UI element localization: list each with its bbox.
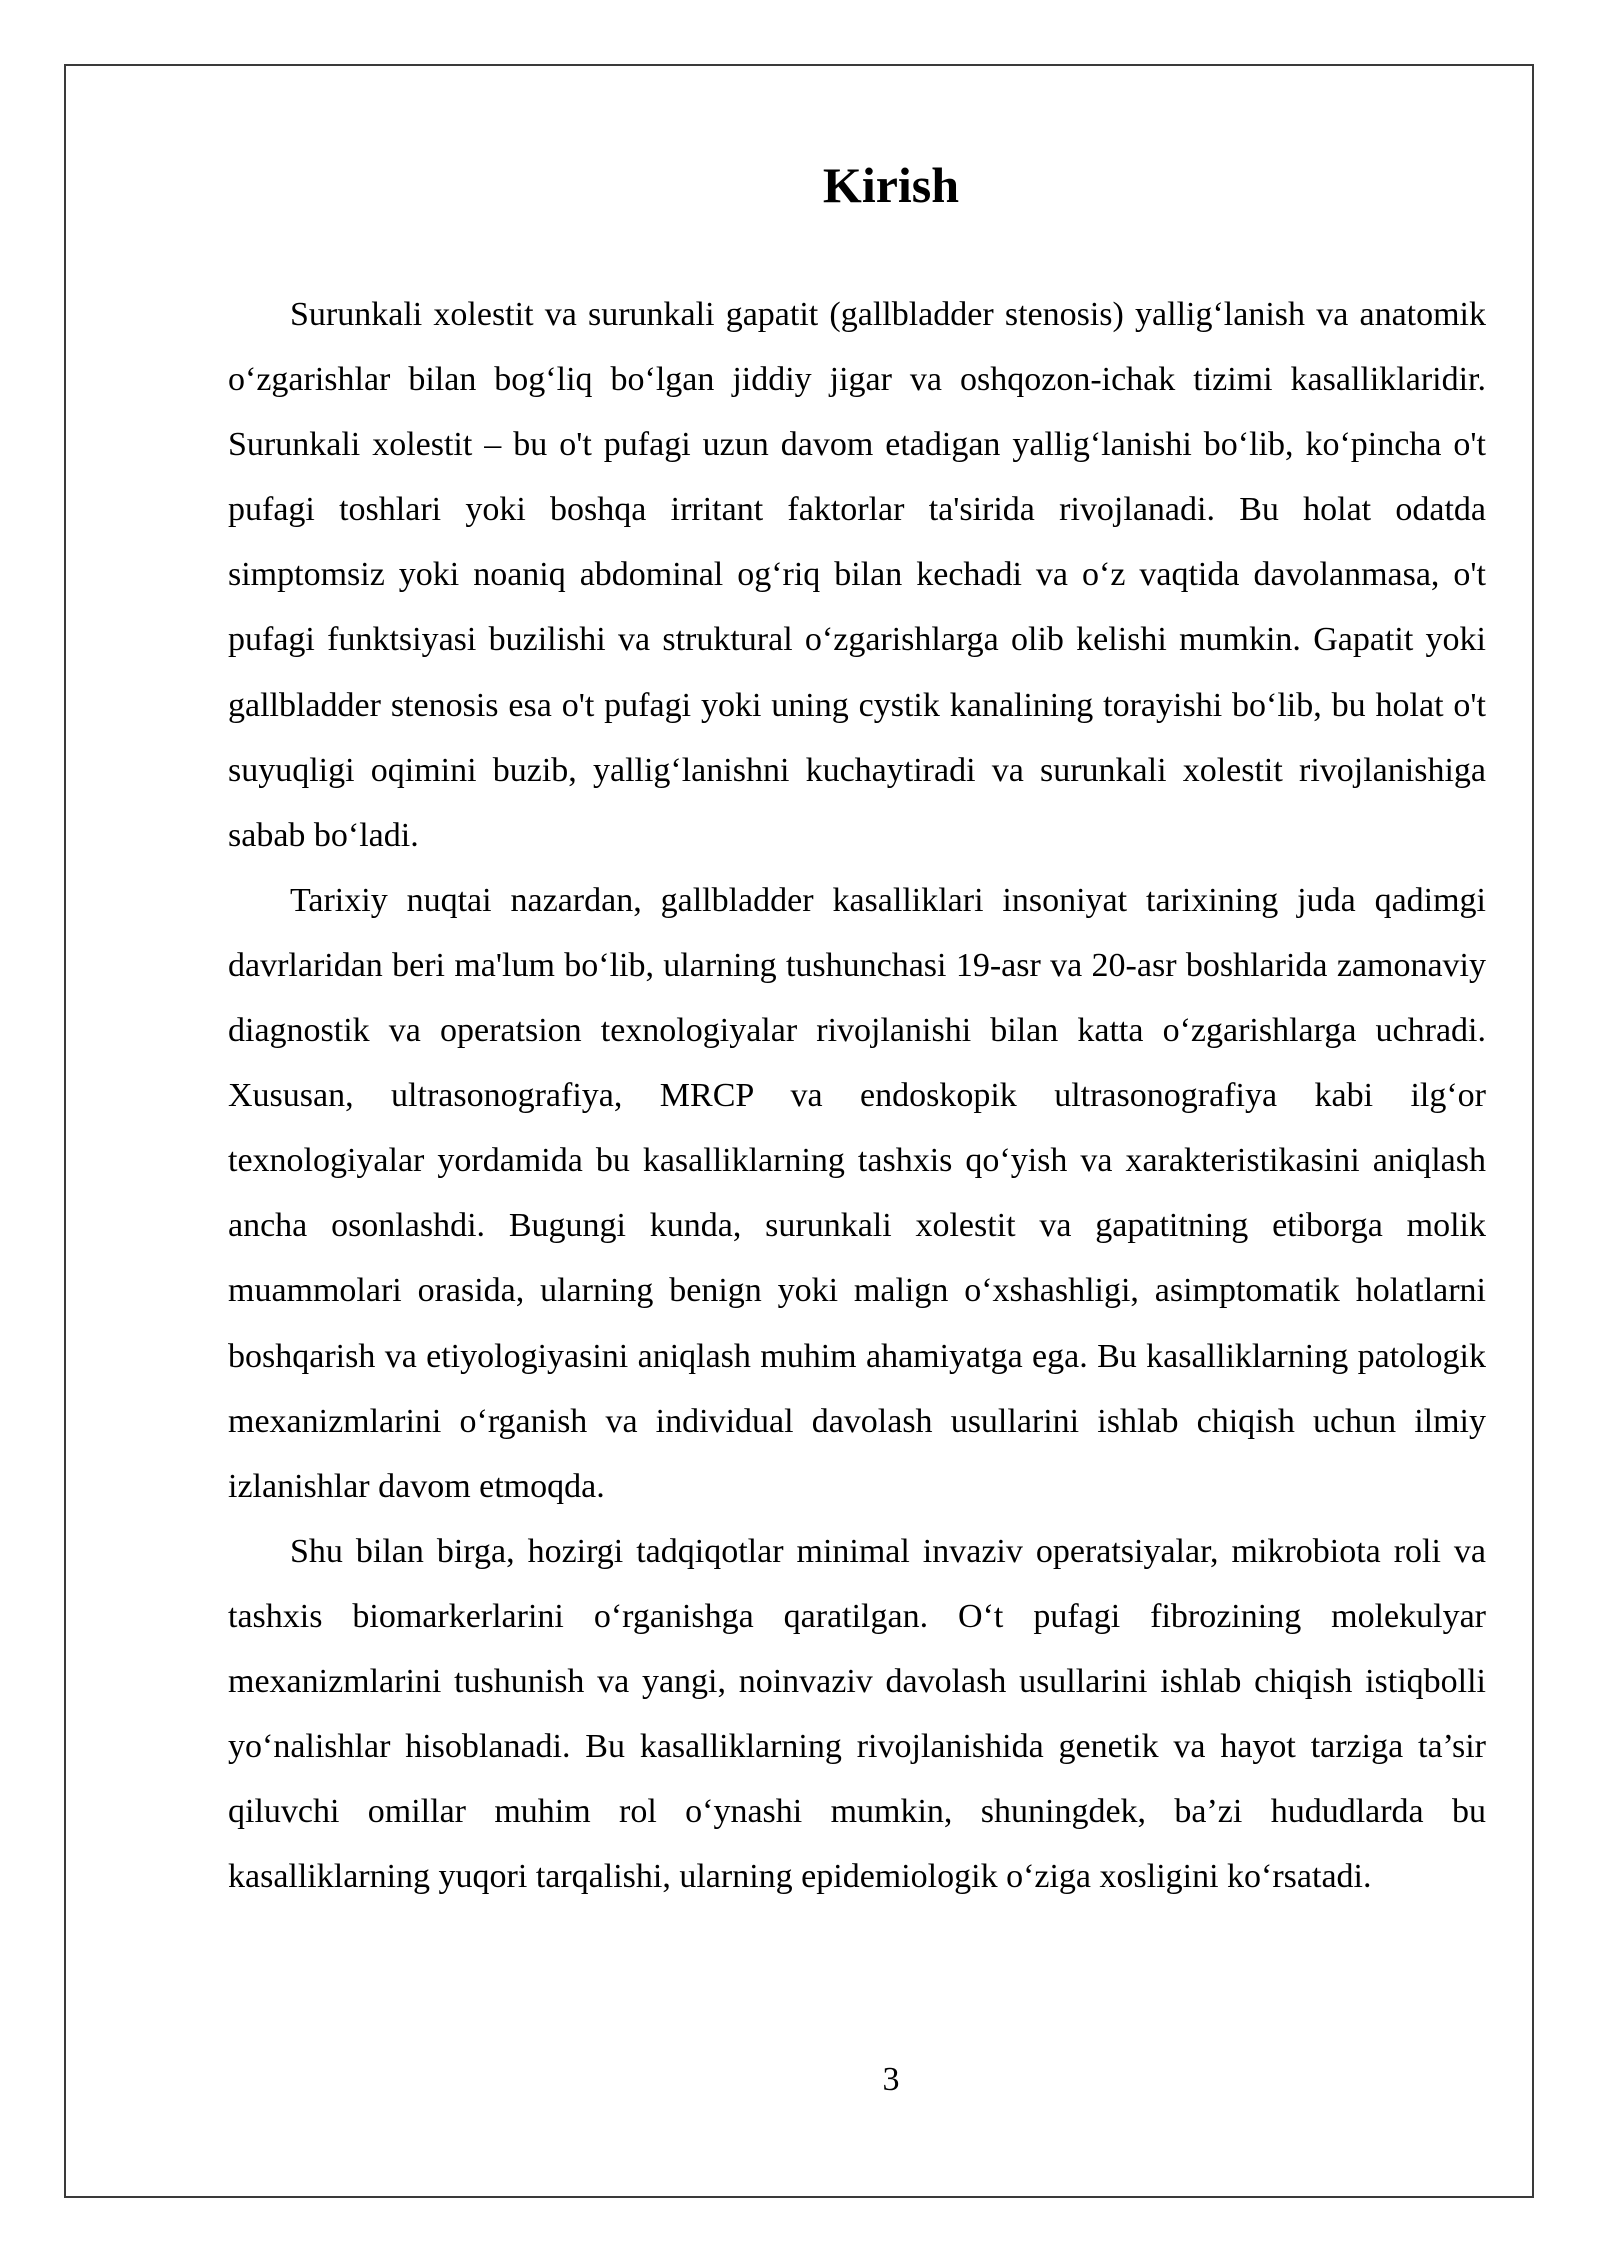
body-text (228, 282, 1486, 1909)
paragraph-2: Tarixiy nuqtai nazardan, gallbladder kasalliklari insoniyat tarixining juda qadimgi davrlaridan beri ma'lum bo‘lib, ularning tushunchasi 19-asr va 20-asr boshlarida zamonaviy diagnostik va operatsion texnologiyalar rivojlanishi bilan katta o‘zgarishlarga uchradi. Xususan, ultrasonografiya, MRCP va endoskopik ultrasonografiya kabi ilg‘or texnologiyalar yordamida bu kasalliklarning tashxis qo‘yish va xarakteristikasini aniqlash ancha osonlashdi. Bugungi kunda, surunkali xolestit va gapatitning etiborga molik muammolari orasida, ularning benign yoki malign o‘xshashligi, asimptomatik holatlarni boshqarish va etiyologiyasini aniqlash muhim ahamiyatga ega. Bu kasalliklarning patologik mexanizmlarini o‘rganish va individual davolash usullarini ishlab chiqish uchun ilmiy izlanishlar davom etmoqda. (228, 881, 1486, 1505)
paragraph-3: Shu bilan birga, hozirgi tadqiqotlar minimal invaziv operatsiyalar, mikrobiota roli va tashxis biomarkerlarini o‘rganishga qaratilgan. O‘t pufagi fibrozining molekulyar mexanizmlarini tushunish va yangi, noinvaziv davolash usullarini ishlab chiqish istiqbolli yo‘nalishlar hisoblanadi. Bu kasalliklarning rivojlanishida genetik va hayot tarziga ta’sir qiluvchi omillar muhim rol o‘ynashi mumkin, shuningdek, ba’zi hududlarda bu kasalliklarning yuqori tarqalishi, ularning epidemiologik o‘ziga xosligini ko‘rsatadi. (228, 1532, 1486, 1896)
page-title: Kirish (822, 157, 960, 213)
paragraph-1: Surunkali xolestit va surunkali gapatit (gallbladder stenosis) yallig‘lanish va anatomik o‘zgarishlar bilan bog‘liq bo‘lgan jiddiy jigar va oshqozon-ichak tizimi kasalliklaridir. Surunkali xolestit – bu o't pufagi uzun davom etadigan yallig‘lanishi bo‘lib, ko‘pincha o't pufagi toshlari yoki boshqa irritant faktorlar ta'sirida rivojlanadi. Bu holat odatda simptomsiz yoki noaniq abdominal og‘riq bilan kechadi va o‘z vaqtida davolanmasa, o't pufagi funktsiyasi buzilishi va struktural o‘zgarishlarga olib kelishi mumkin. Gapatit yoki gallbladder stenosis esa o't pufagi yoki uning cystik kanalining torayishi bo‘lib, bu holat o't suyuqligi oqimini buzib, yallig‘lanishni kuchaytiradi va surunkali xolestit rivojlanishiga sabab bo‘ladi. (228, 296, 1486, 854)
page-number: 3 (882, 2061, 900, 2098)
